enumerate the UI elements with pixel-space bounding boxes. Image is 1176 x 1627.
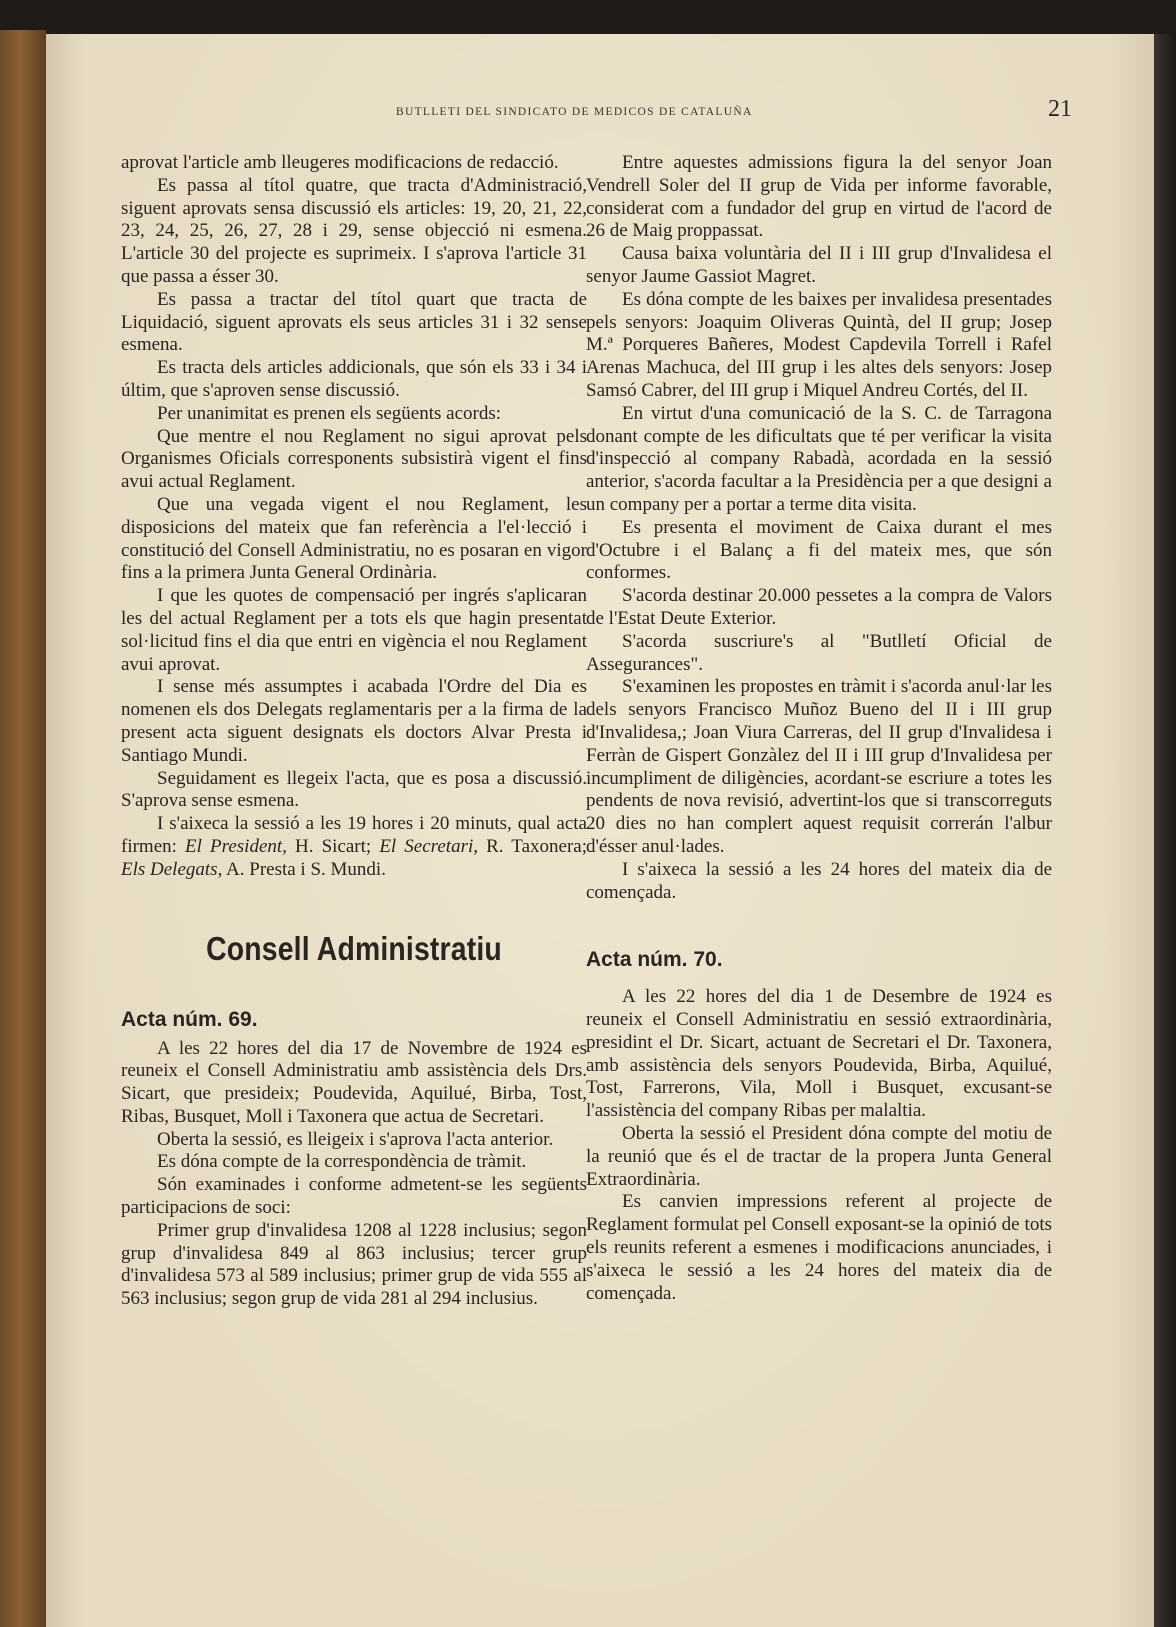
journal-page [46,34,1154,1627]
book-binding [0,30,46,1627]
page-number: 21 [1048,96,1072,122]
paragraph: En virtut d'una comunicació de la S. C. de Tarragona donant compte de les dificultats que té per verificar la visita d'inspecció al company Rabadà, acordada en la sessió anterior, s'acorda facultar a la Presidència per a que designi a un company per a portar a terme dita visita. [586,402,1052,515]
paragraph: S'acorda suscriure's al "Butlletí Oficial de Assegurances". [586,630,1052,675]
paragraph: Per unanimitat es prenen els següents acords: [157,402,502,424]
paragraph: S'acorda destinar 20.000 pessetes a la compra de Valors de l'Estat Deute Exterior. [586,585,1052,629]
paragraph: Primer grup d'invalidesa 1208 al 1228 inclusius; segon grup d'invalidesa 849 al 863 inclusius; tercer grup d'invalidesa 573 al 589 inclusius; primer grup de vida 555 al 563 inclusius; segon grup de vida 281 al 294 inclusius. [121,1219,587,1310]
signatory-name: A. Presta i S. Mundi. [222,858,386,880]
paragraph: I s'aixeca la sessió a les 24 hores del mateix dia de començada. [586,858,1052,903]
paragraph: I sense més assumptes i acabada l'Ordre del Dia es nomenen els dos Delegats reglamentaris per a la firma de la present acta siguent designats els doctors Alvar Presta i Santiago Mundi. [121,676,587,766]
signatory-role: El President, [185,835,287,857]
paragraph: Seguidament es llegeix l'acta, que es posa a discussió. S'aprova sense esmena. [121,767,587,812]
paragraph: Es canvien impressions referent al projecte de Reglament formulat pel Consell exposant-se la opinió de tots els reunits referent a esmenes i modificacions anunciades, i s'aixeca le sessió a les 24 hores del mateix dia de començada. [586,1191,1052,1304]
right-column [586,152,1052,1305]
signatory-name: H. Sicart; [286,835,380,857]
paragraph: aprovat l'article amb lleugeres modificacions de redacció. [121,152,559,173]
paragraph: Que mentre el nou Reglament no sigui aprovat pels Organismes Oficials corresponents subsistirà vigent el fins avui actual Reglament. [121,425,587,493]
paragraph: Es passa a tractar del títol quart que tracta de Liquidació, siguent aprovats els seus articles 31 i 32 sense esmena. [121,288,587,356]
paragraph: Es dóna compte de la correspondència de tràmit. [157,1151,527,1173]
acta-heading: Acta núm. 69. [121,1007,258,1031]
paragraph: Es presenta el moviment de Caixa durant el mes d'Octubre i el Balanç a fi del mateix mes, que són conformes. [586,516,1052,584]
paragraph: Entre aquestes admissions figura la del senyor Joan Vendrell Soler del II grup de Vida per informe favorable, considerat com a fundador del grup en virtud de l'acord de 26 de Maig proppassat. [586,152,1052,242]
left-column [121,152,587,1311]
paragraph: Que una vegada vigent el nou Reglament, les disposicions del mateix que fan referència a l'el·lecció i constitució del Consell Administratiu, no es posaran en vigor fins a la primera Junta General Ordinària. [121,493,587,584]
paragraph: I que les quotes de compensació per ingrés s'aplicaran les del actual Reglament per a tots els que hagin presentat sol·licitud fins el dia que entri en vigència el nou Reglament avui aprovat. [121,585,587,675]
section-title: Consell Administratiu [206,929,502,967]
paragraph: A les 22 hores del dia 1 de Desembre de 1924 es reuneix el Consell Administratiu en sessió extraordinària, presidint el Dr. Sicart, actuant de Secretari el Dr. Taxonera, amb assistència dels senyors Poudevida, Birba, Aquilué, Tost, Farrerons, Vila, Moll i Busquet, excusant-se l'assistència del company Ribas per malaltia. [586,986,1052,1122]
paragraph: Es passa al títol quatre, que tracta d'Administració, siguent aprovats sensa discussió els articles: 19, 20, 21, 22, 23, 24, 25, 26, 27, 28 i 29, sense objecció ni esmena. L'article 30 del projecte es suprimeix. I s'aprova l'article 31 que passa a ésser 30. [121,174,587,287]
paragraph: Es tracta dels articles addicionals, que són els 33 i 34 i últim, que s'aproven sense discussió. [121,357,587,401]
signatory-role: El Secretari, [379,835,478,857]
paragraph: A les 22 hores del dia 17 de Novembre de 1924 es reuneix el Consell Administratiu amb assistència dels Drs. Sicart, que presideix; Poudevida, Aquilué, Birba, Tost, Ribas, Busquet, Moll i Taxonera que actua de Secretari. [121,1037,587,1127]
paragraph: S'examinen les propostes en tràmit i s'acorda anul·lar les dels senyors Francisco Muñoz Bueno del II i III grup d'Invalidesa,; Joan Viura Carreras, del II grup d'Invalidesa i Ferràn de Gispert Gonzàlez del II i III grup d'Invalidesa per incumpliment de diligències, acordant-se escriure a totes les pendents de nova revisió, advertint-los que si transcorreguts 20 dies no han complert aquest requisit correrán l'albur d'ésser anul·lades. [586,676,1052,857]
signatory-role: Els Delegats, [121,858,223,880]
paragraph: Oberta la sessió el President dóna compte del motiu de la reunió que és el de tractar de la propera Junta General Extraordinària. [586,1123,1052,1190]
acta-heading: Acta núm. 70. [586,948,723,972]
paragraph: Causa baixa voluntària del II i III grup d'Invalidesa el senyor Jaume Gassiot Magret. [586,243,1052,287]
closing-paragraph [121,813,587,881]
page-edge-shadow [1154,34,1176,1627]
signatory-name: R. Taxonera; [478,835,587,857]
running-header: BUTLLETI DEL SINDICATO DE MEDICOS DE CATALUÑA [396,106,753,118]
paragraph: Oberta la sessió, es lleigeix i s'aprova l'acta anterior. [157,1128,554,1150]
closing-text: I s'aixeca la sessió a les 19 hores i 20 minuts, qual acta firmen: [121,813,587,857]
paragraph: Es dóna compte de les baixes per invalidesa presentades pels senyors: Joaquim Oliveras Quintà, del II grup; Josep M.ª Porqueres Bañeres, Modest Capdevila Torrell i Rafel Arenas Machuca, del III grup i les altes dels senyors: Josep Samsó Cabrer, del III grup i Miquel Andreu Cortés, del II. [586,288,1052,401]
paragraph: Són examinades i conforme admetent-se les següents participacions de soci: [121,1174,587,1219]
